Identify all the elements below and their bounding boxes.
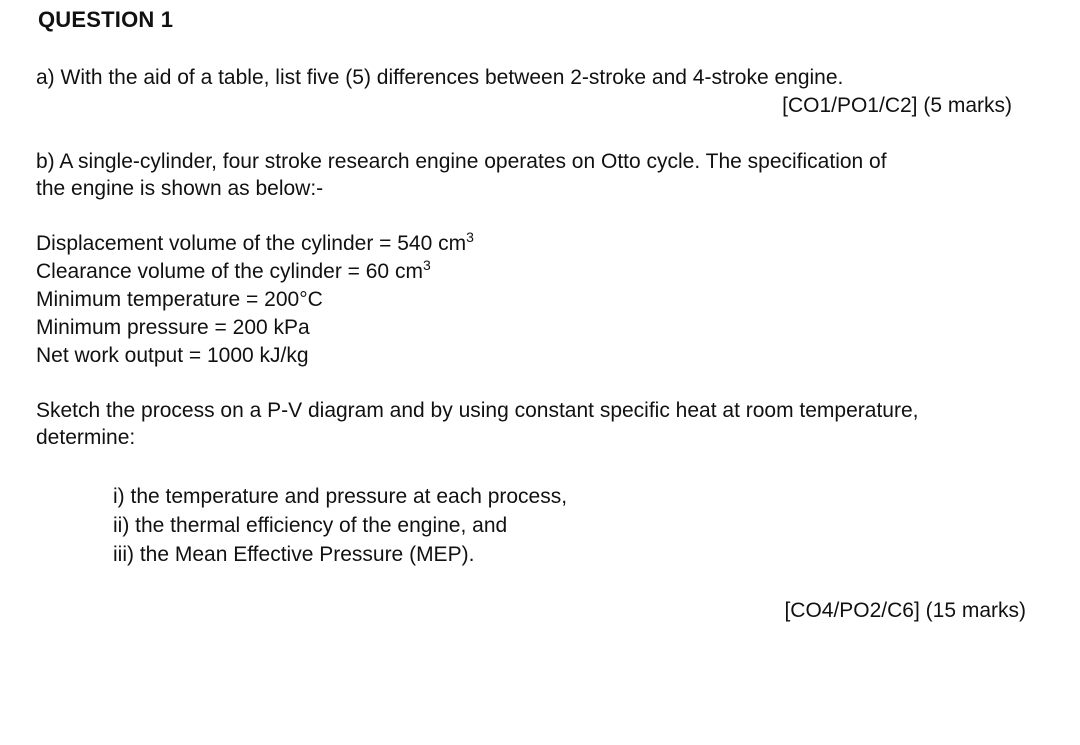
spec-net-work-output: Net work output = 1000 kJ/kg [36, 344, 309, 367]
sketch-instruction-line-2: determine: [36, 426, 136, 449]
sketch-instruction [36, 397, 1046, 451]
part-a-marks: [CO1/PO1/C2] (5 marks) [782, 94, 1012, 117]
sketch-instruction-line-1: Sketch the process on a P-V diagram and by using constant specific heat at room temperature, [36, 399, 919, 422]
spec-displacement-volume: Displacement volume of the cylinder = 540 $cm^3$ [36, 229, 474, 255]
spec-minimum-temperature: Minimum temperature = 200°C [36, 288, 323, 311]
subquestion-list [113, 482, 567, 569]
subquestion-i: i) the temperature and pressure at each process, [113, 485, 568, 508]
part-b-intro [36, 148, 1036, 202]
question-title: QUESTION 1 [38, 7, 174, 32]
part-b-intro-line-1: b) A single-cylinder, four stroke research engine operates on Otto cycle. The specification of [36, 150, 887, 173]
part-b-intro-line-2: the engine is shown as below:- [36, 177, 324, 200]
spec-minimum-pressure: Minimum pressure = 200 kPa [36, 316, 310, 339]
subquestion-ii: ii) the thermal efficiency of the engine, and [113, 514, 508, 537]
part-a-text: a) With the aid of a table, list five (5) differences between 2-stroke and 4-stroke engine. [36, 66, 844, 89]
spec-clearance-volume: Clearance volume of the cylinder = 60 $cm^3$ [36, 257, 431, 283]
engine-specifications [36, 230, 474, 370]
subquestion-iii: iii) the Mean Effective Pressure (MEP). [113, 543, 475, 566]
part-b-marks: [CO4/PO2/C6] (15 marks) [784, 599, 1026, 622]
